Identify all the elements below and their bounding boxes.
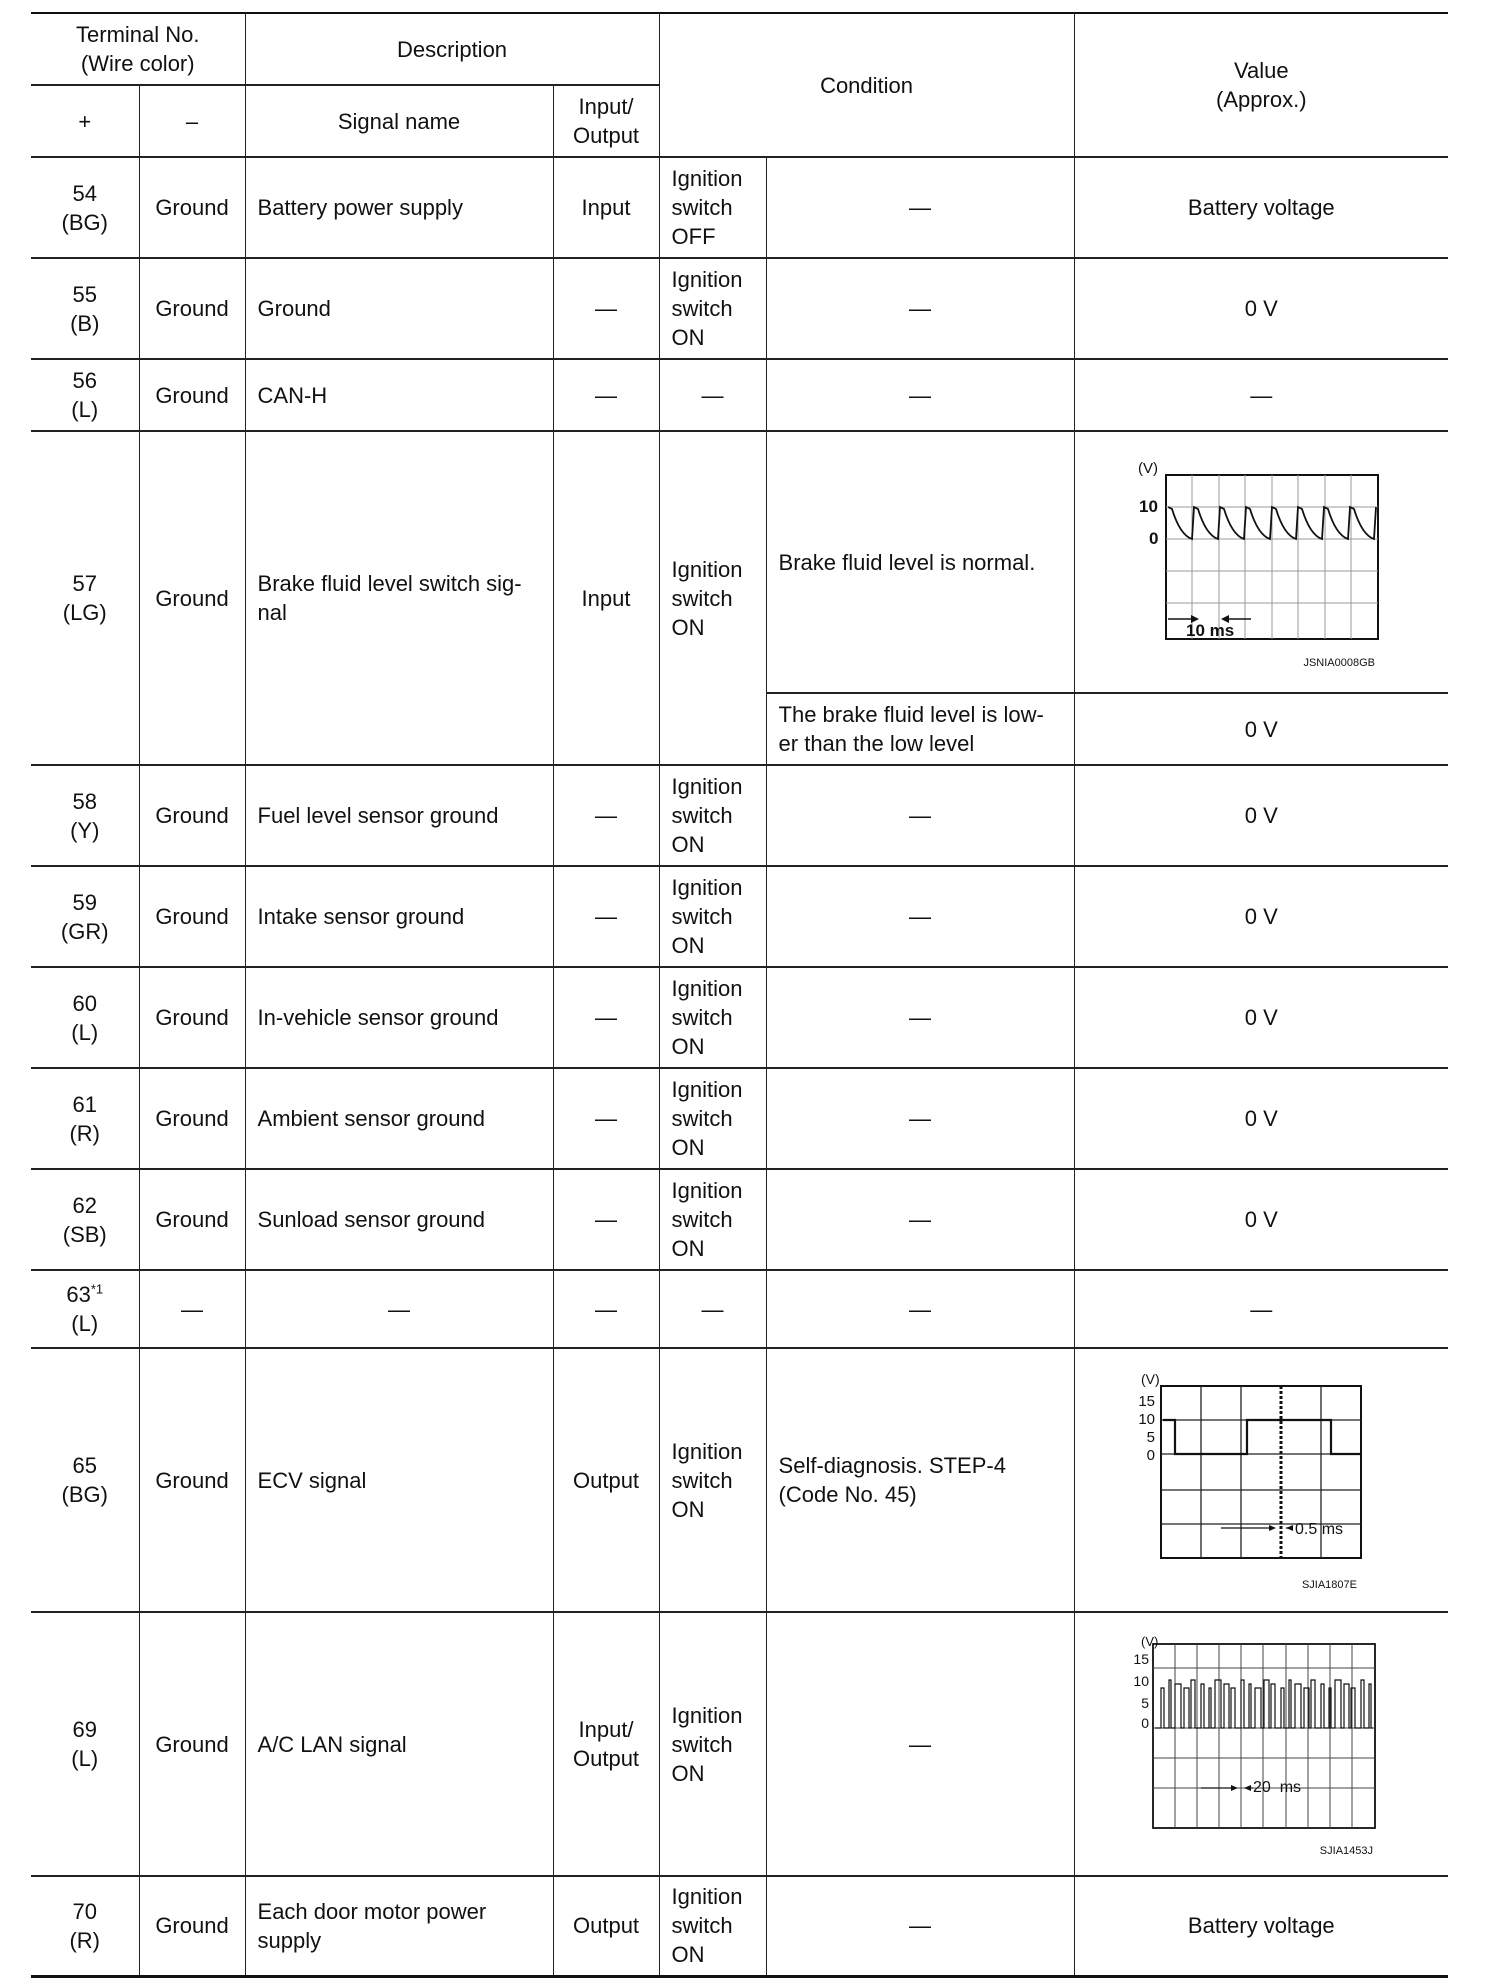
signal-cell: Fuel level sensor ground [245,765,553,866]
io-cell: Input/ Output [553,1612,659,1876]
value-cell: 0 V [1074,765,1448,866]
condition-ignition-cell: — [659,1270,766,1348]
waveform-y-label-10: 10 [1133,1673,1150,1689]
condition-ignition-cell: Ignition switch ON [659,431,766,765]
figure-id-label: JSNIA0008GB [1303,657,1376,669]
ac-lan-waveform [1111,1624,1411,1864]
minus-header: – [139,85,245,157]
value-waveform-cell [1074,431,1448,693]
condition-ignition-cell: — [659,359,766,431]
table-row [31,967,1448,1068]
waveform-y-label-10: 10 [1139,497,1159,516]
condition-detail-cell: — [766,765,1074,866]
signal-cell: Brake fluid level switch sig- nal [245,431,553,765]
terminal-cell: 54 (BG) [31,157,139,258]
waveform-y-label-0: 0 [1149,529,1159,548]
signal-cell: Battery power supply [245,157,553,258]
signal-cell: Ambient sensor ground [245,1068,553,1169]
ecv-waveform [1111,1360,1411,1600]
minus-cell: Ground [139,866,245,967]
table-row [31,866,1448,967]
terminal-cell: 61 (R) [31,1068,139,1169]
terminal-cell: 58 (Y) [31,765,139,866]
minus-cell: Ground [139,765,245,866]
terminal-cell: 62 (SB) [31,1169,139,1270]
plus-header: + [31,85,139,157]
waveform-y-label-5: 5 [1141,1695,1150,1711]
condition-detail-cell: — [766,1169,1074,1270]
signal-cell: Each door motor power supply [245,1876,553,1976]
terminal-cell: 56 (L) [31,359,139,431]
value-cell: Battery voltage [1074,157,1448,258]
condition-detail-cell: — [766,1270,1074,1348]
condition-header: Condition [659,13,1074,157]
condition-detail-cell: The brake fluid level is low- er than the low level [766,693,1074,765]
signal-cell: CAN-H [245,359,553,431]
condition-detail-cell: — [766,1068,1074,1169]
waveform-y-label-15: 15 [1133,1651,1150,1667]
minus-cell: Ground [139,157,245,258]
io-cell: Input [553,157,659,258]
waveform-y-label-15: 15 [1138,1393,1156,1410]
signal-cell: Sunload sensor ground [245,1169,553,1270]
waveform-unit-label: (V) [1141,1634,1159,1649]
table-row [31,431,1448,693]
waveform-y-label-10: 10 [1138,1411,1156,1428]
value-cell: 0 V [1074,1068,1448,1169]
minus-cell: Ground [139,967,245,1068]
waveform-y-label-5: 5 [1146,1429,1156,1446]
condition-ignition-cell: Ignition switch ON [659,1876,766,1976]
condition-detail-cell: — [766,1876,1074,1976]
waveform-arrowhead-right [1286,1525,1293,1531]
terminal-cell: 69 (L) [31,1612,139,1876]
condition-ignition-cell: Ignition switch ON [659,1068,766,1169]
value-cell: Battery voltage [1074,1876,1448,1976]
waveform-frame [1153,1644,1375,1828]
waveform-y-label-0: 0 [1146,1447,1156,1464]
io-cell: — [553,1169,659,1270]
table-row [31,1270,1448,1348]
figure-id-label: SJIA1807E [1302,1579,1358,1591]
terminal-cell: 55 (B) [31,258,139,359]
condition-ignition-cell: Ignition switch ON [659,1612,766,1876]
figure-id-label: SJIA1453J [1320,1845,1374,1857]
terminal-cell: 57 (LG) [31,431,139,765]
minus-cell: Ground [139,1612,245,1876]
value-cell: 0 V [1074,967,1448,1068]
input-output-header: Input/ Output [553,85,659,157]
table-row [31,1068,1448,1169]
table-row [31,258,1448,359]
io-cell: — [553,1068,659,1169]
brake-fluid-waveform [1111,447,1411,677]
terminal-header: Terminal No. (Wire color) [31,13,245,85]
value-cell: 0 V [1074,258,1448,359]
signal-cell: Intake sensor ground [245,866,553,967]
footnote-marker: *1 [90,1281,104,1297]
condition-detail-cell: Self-diagnosis. STEP-4 (Code No. 45) [766,1348,1074,1612]
terminal-cell: 59 (GR) [31,866,139,967]
value-cell: 0 V [1074,1169,1448,1270]
minus-cell: Ground [139,431,245,765]
description-header: Description [245,13,659,85]
signal-cell: ECV signal [245,1348,553,1612]
waveform-unit-label: (V) [1141,1371,1160,1387]
condition-ignition-cell: Ignition switch ON [659,1169,766,1270]
condition-detail-cell: — [766,359,1074,431]
waveform-arrowhead-right [1244,1785,1251,1791]
condition-detail-cell: — [766,258,1074,359]
minus-cell: Ground [139,1348,245,1612]
signal-cell: — [245,1270,553,1348]
io-cell: — [553,359,659,431]
terminal-cell: 65 (BG) [31,1348,139,1612]
table-row [31,1876,1448,1976]
table-row [31,765,1448,866]
condition-ignition-cell: Ignition switch ON [659,967,766,1068]
io-cell: Output [553,1876,659,1976]
terminal-cell: 70 (R) [31,1876,139,1976]
table-row [31,1169,1448,1270]
condition-ignition-cell: Ignition switch ON [659,866,766,967]
value-cell: 0 V [1074,866,1448,967]
condition-detail-cell: — [766,866,1074,967]
signal-name-header: Signal name [245,85,553,157]
waveform-arrowhead-left [1269,1525,1276,1531]
io-cell: Output [553,1348,659,1612]
signal-cell: A/C LAN signal [245,1612,553,1876]
waveform-trace [1155,1680,1373,1728]
waveform-grid [1166,475,1378,639]
waveform-time-label: 0.5 ms [1295,1521,1344,1538]
value-waveform-cell [1074,1612,1448,1876]
minus-cell: Ground [139,359,245,431]
waveform-time-label: 10 ms [1186,621,1235,640]
waveform-trace [1163,1420,1361,1454]
condition-ignition-cell: Ignition switch ON [659,258,766,359]
condition-ignition-cell: Ignition switch ON [659,1348,766,1612]
io-cell: — [553,258,659,359]
condition-detail-cell: — [766,967,1074,1068]
condition-detail-cell: — [766,157,1074,258]
table-row [31,1612,1448,1876]
io-cell: Input [553,431,659,765]
waveform-time-label: 20 ms [1253,1779,1302,1796]
io-cell: — [553,765,659,866]
terminal-cell: 63$^{*1}$ (L) [31,1270,139,1348]
waveform-y-label-0: 0 [1141,1715,1150,1731]
value-waveform-cell [1074,1348,1448,1612]
table-row [31,157,1448,258]
minus-cell: Ground [139,1169,245,1270]
condition-ignition-cell: Ignition switch OFF [659,157,766,258]
condition-ignition-cell: Ignition switch ON [659,765,766,866]
terminal-cell: 60 (L) [31,967,139,1068]
minus-cell: — [139,1270,245,1348]
minus-cell: Ground [139,258,245,359]
signal-cell: In-vehicle sensor ground [245,967,553,1068]
minus-cell: Ground [139,1068,245,1169]
io-cell: — [553,967,659,1068]
io-cell: — [553,866,659,967]
minus-cell: Ground [139,1876,245,1976]
table-row [31,1348,1448,1612]
waveform-arrowhead-left [1231,1785,1238,1791]
condition-detail-cell: Brake fluid level is normal. [766,431,1074,693]
terminal-spec-table [31,12,1448,1978]
value-cell: — [1074,359,1448,431]
io-cell: — [553,1270,659,1348]
value-header: Value (Approx.) [1074,13,1448,157]
condition-detail-cell: — [766,1612,1074,1876]
value-cell: 0 V [1074,693,1448,765]
signal-cell: Ground [245,258,553,359]
table-row [31,359,1448,431]
waveform-grid [1153,1644,1375,1828]
waveform-unit-label: (V) [1138,460,1159,477]
value-cell: — [1074,1270,1448,1348]
